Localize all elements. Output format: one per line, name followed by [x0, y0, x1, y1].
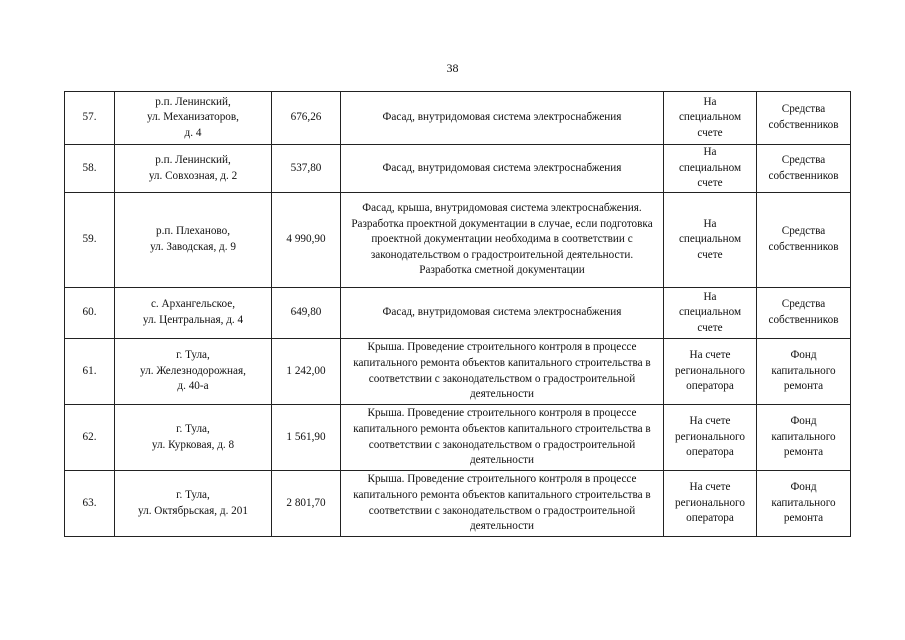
- source-line: собственников: [768, 119, 839, 131]
- address-line: ул. Железнодорожная,: [140, 364, 246, 377]
- source-line: собственников: [768, 241, 839, 253]
- source-line: ремонта: [783, 446, 824, 459]
- row-number: 58.: [65, 145, 115, 193]
- address-line: р.п. Ленинский,: [155, 153, 231, 166]
- source-cell: [757, 405, 851, 471]
- row-number: 63.: [65, 471, 115, 537]
- account-line: специальном: [678, 161, 742, 174]
- address-cell: [115, 288, 272, 339]
- source-line: Фонд: [790, 415, 817, 428]
- table-row: [65, 405, 851, 471]
- source-cell: [757, 145, 851, 193]
- source-line: собственников: [768, 169, 839, 182]
- row-number: 57.: [65, 92, 115, 145]
- source-line: Средства: [781, 103, 826, 116]
- cost-cell: 4 990,90: [272, 193, 341, 288]
- account-line: счете: [697, 126, 723, 139]
- source-cell: [757, 92, 851, 145]
- account-line: счете: [697, 177, 723, 190]
- source-cell: [757, 288, 851, 339]
- address-line: г. Тула,: [176, 349, 210, 362]
- source-line: капитального: [771, 496, 836, 509]
- account-line: На: [703, 95, 717, 108]
- works-cell: Фасад, внутридомовая система электроснабжения: [341, 288, 664, 339]
- works-cell: Крыша. Проведение строительного контроля в процессе капитального ремонта объектов капитального строительства в соответствии с законодательством о градостроительной деятельности: [341, 471, 664, 537]
- table-row: [65, 471, 851, 537]
- source-line: Средства: [781, 298, 826, 311]
- address-line: ул. Октябрьская, д. 201: [138, 504, 248, 517]
- page-number: 38: [446, 61, 459, 75]
- row-number: 61.: [65, 339, 115, 405]
- address-line: д. 40-а: [177, 380, 209, 393]
- account-line: На: [703, 217, 717, 230]
- source-line: капитального: [771, 430, 836, 443]
- address-cell: [115, 471, 272, 537]
- cost-cell: 649,80: [272, 288, 341, 339]
- account-cell: [664, 193, 757, 288]
- works-cell: Фасад, внутридомовая система электроснабжения: [341, 145, 664, 193]
- address-line: ул. Совхозная, д. 2: [148, 169, 238, 182]
- cost-cell: 537,80: [272, 145, 341, 193]
- account-cell: [664, 145, 757, 193]
- works-cell: Крыша. Проведение строительного контроля в процессе капитального ремонта объектов капитального строительства в соответствии с законодательством о градостроительной деятельности: [341, 405, 664, 471]
- source-line: Средства: [781, 225, 826, 238]
- cost-cell: 2 801,70: [272, 471, 341, 537]
- address-cell: [115, 92, 272, 145]
- works-cell: Фасад, внутридомовая система электроснабжения: [341, 92, 664, 145]
- account-line: На: [703, 146, 717, 159]
- source-cell: [757, 193, 851, 288]
- table-row: [65, 339, 851, 405]
- account-line: специальном: [678, 111, 742, 124]
- account-cell: [664, 339, 757, 405]
- account-line: регионального: [675, 496, 745, 509]
- account-line: оператора: [686, 380, 734, 393]
- source-line: ремонта: [783, 512, 824, 525]
- cost-cell: 676,26: [272, 92, 341, 145]
- account-line: оператора: [686, 446, 734, 459]
- account-line: На счете: [689, 349, 731, 362]
- address-line: р.п. Ленинский,: [155, 95, 231, 108]
- address-line: д. 4: [184, 126, 202, 139]
- cost-cell: 1 242,00: [272, 339, 341, 405]
- row-number: 62.: [65, 405, 115, 471]
- table-row: [65, 193, 851, 288]
- repair-works-table: [64, 91, 851, 537]
- address-cell: [115, 193, 272, 288]
- address-line: ул. Механизаторов,: [147, 111, 239, 124]
- account-cell: [664, 288, 757, 339]
- source-cell: [757, 471, 851, 537]
- address-cell: [115, 145, 272, 193]
- account-cell: [664, 92, 757, 145]
- table-row: [65, 145, 851, 193]
- address-line: р.п. Плеханово,: [155, 225, 231, 238]
- account-line: регионального: [675, 364, 745, 377]
- source-line: капитального: [771, 364, 836, 377]
- table-row: [65, 288, 851, 339]
- address-line: г. Тула,: [176, 422, 210, 435]
- source-cell: [757, 339, 851, 405]
- account-line: счете: [697, 321, 723, 334]
- address-cell: [115, 405, 272, 471]
- source-line: Средства: [781, 153, 826, 166]
- table-row: [65, 92, 851, 145]
- cost-cell: 1 561,90: [272, 405, 341, 471]
- address-line: ул. Курковая, д. 8: [151, 438, 235, 451]
- account-cell: [664, 405, 757, 471]
- address-cell: [115, 339, 272, 405]
- address-line: г. Тула,: [176, 488, 210, 501]
- address-line: ул. Центральная, д. 4: [142, 314, 244, 326]
- address-line: ул. Заводская, д. 9: [150, 241, 236, 253]
- source-line: Фонд: [790, 349, 817, 362]
- account-line: счете: [697, 248, 723, 261]
- row-number: 59.: [65, 193, 115, 288]
- source-line: Фонд: [790, 481, 817, 494]
- account-line: оператора: [686, 512, 734, 525]
- account-line: специальном: [678, 306, 742, 319]
- works-cell: Фасад, крыша, внутридомовая система электроснабжения. Разработка проектной документации в случае, если подготовка проектной документации необходима в соответствии с законодательством о градостроительной деятельности. Разработка сметной документации: [341, 193, 664, 288]
- account-line: специальном: [678, 233, 742, 246]
- works-cell: Крыша. Проведение строительного контроля в процессе капитального ремонта объектов капитального строительства в соответствии с законодательством о градостроительной деятельности: [341, 339, 664, 405]
- source-line: собственников: [768, 314, 839, 326]
- row-number: 60.: [65, 288, 115, 339]
- account-line: На счете: [689, 415, 731, 428]
- account-cell: [664, 471, 757, 537]
- address-line: с. Архангельское,: [150, 298, 236, 311]
- account-line: На счете: [689, 481, 731, 494]
- account-line: регионального: [675, 430, 745, 443]
- account-line: На: [703, 290, 717, 303]
- source-line: ремонта: [783, 380, 824, 393]
